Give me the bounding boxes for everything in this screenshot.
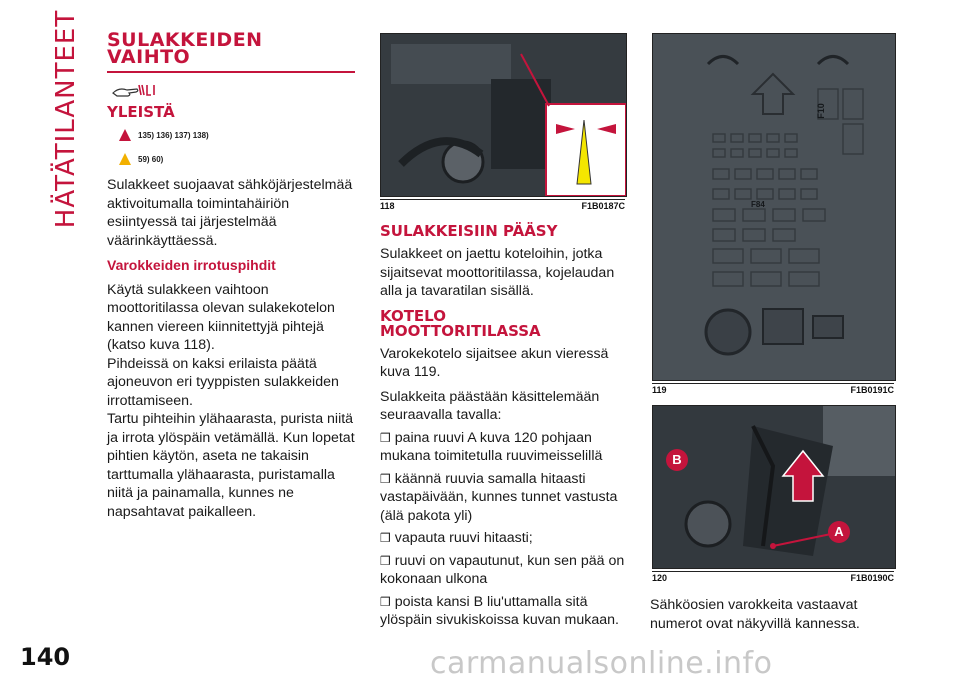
fusebox-cover-illustration <box>653 34 895 380</box>
figure-119-number: 119 <box>652 385 667 395</box>
figure-118-caption <box>380 201 625 211</box>
caution-warning-refs: 59) 60) <box>138 154 164 164</box>
figure-120-image <box>652 405 896 569</box>
list-item <box>380 470 630 526</box>
section-heading <box>107 29 357 68</box>
danger-warning-refs: 135) 136) 137) 138) <box>138 130 209 140</box>
steps-intro: Sulakkeita päästään käsittelemään seuraavalla tavalla: <box>380 388 600 423</box>
warning-danger-row <box>107 126 357 144</box>
fuse-number-note: Sähköosien varokkeita vastaavat numerot ovat näkyvillä kannessa. <box>650 597 860 632</box>
checkbox-bullet-icon: ❒ <box>380 471 391 486</box>
step-text: paina ruuvi A kuva 120 pohjaan mukana toimitetulla ruuvimeisselillä <box>380 429 603 464</box>
side-section-label <box>48 9 84 229</box>
engine-box-heading-line1: KOTELO <box>380 306 446 325</box>
fusebox-removal-illustration <box>653 406 895 568</box>
watermark-text: carmanualsonline.info <box>430 646 773 681</box>
checkbox-bullet-icon: ❒ <box>380 553 391 568</box>
danger-warning-icon <box>119 129 131 141</box>
tool-paragraph-2: Pihdeissä on kaksi erilaista päätä ajoneuvon eri tyyppisten sulakkeiden irrottamiseen. <box>107 355 339 409</box>
step-text: käännä ruuvia samalla hitaasti vastapäivään, kunnes tunnet vastusta (älä pakota yli) <box>380 470 618 524</box>
figure-118-number: 118 <box>380 201 395 211</box>
figure-118-image <box>380 33 627 197</box>
list-item <box>380 593 630 630</box>
engine-box-heading <box>380 306 630 340</box>
access-heading: SULAKKEISIIN PÄÄSY <box>380 222 558 240</box>
step-text: ruuvi on vapautunut, kun sen pää on kokonaan ulkona <box>380 552 625 587</box>
engine-box-heading-line2: MOOTTORITILASSA <box>380 321 541 340</box>
figure-120-rule <box>652 571 894 572</box>
list-item <box>380 552 630 589</box>
heading-rule <box>107 71 355 73</box>
figure-120-code: F1B0190C <box>850 573 894 583</box>
steps-list <box>380 429 630 630</box>
figure-119-rule <box>652 383 894 384</box>
fuse-label-f10: F10 <box>815 103 826 119</box>
intro-paragraph: Sulakkeet suojaavat sähköjärjestelmää aktivoitumalla toimintahäiriön esiintyessä tai järjestelmää väärinkäyttäessä. <box>107 177 353 249</box>
warning-caution-row <box>107 150 357 168</box>
tool-heading: Varokkeiden irrotuspihdit <box>107 257 276 273</box>
checkbox-bullet-icon: ❒ <box>380 594 391 609</box>
column-1 <box>107 24 357 521</box>
engine-bay-illustration <box>381 34 626 196</box>
figure-120-number: 120 <box>652 573 668 583</box>
fuse-label-f84: F84 <box>751 200 765 209</box>
caution-warning-icon <box>119 153 131 165</box>
figure-120-caption <box>652 573 894 583</box>
step-text: poista kansi B liu'uttamalla sitä ylöspäin sivukiskoissa kuvan mukaan. <box>380 593 619 628</box>
general-subheading: YLEISTÄ <box>107 103 175 121</box>
hand-pointer-icon <box>111 81 357 99</box>
checkbox-bullet-icon: ❒ <box>380 430 391 445</box>
step-text: vapauta ruuvi hitaasti; <box>394 530 533 546</box>
engine-box-paragraph: Varokekotelo sijaitsee akun vieressä kuva 119. <box>380 345 609 380</box>
figure-119-code: F1B0191C <box>850 385 894 395</box>
access-paragraph: Sulakkeet on jaettu koteloihin, jotka sijaitsevat moottoritilassa, kojelaudan alla ja tavaratilan sisällä. <box>380 246 615 299</box>
side-section-label-text: HÄTÄTILANTEET <box>51 9 81 229</box>
checkbox-bullet-icon: ❒ <box>380 531 391 545</box>
figure-118-code: F1B0187C <box>581 201 625 211</box>
tool-paragraph-3: Tartu pihteihin ylähaarasta, purista niitä ja irrota ylöspäin vetämällä. Kun lopetat pihtien käytön, aseta ne takaisin tarttumalla ylähaarasta, puristamalla niitä ja painamalla, kunnes ne napsahtavat paikalleen. <box>107 411 355 520</box>
tool-paragraph-1: Käytä sulakkeen vaihtoon moottoritilassa olevan sulakekotelon kannen viereen kiinnitettyjä pihtejä (katso kuva 118). <box>107 281 335 353</box>
callout-a-label: A <box>834 524 844 539</box>
figure-118-rule <box>380 199 625 200</box>
figure-119-image <box>652 33 896 381</box>
section-heading-line2: VAIHTO <box>107 46 191 68</box>
figure-119-caption <box>652 385 894 395</box>
page-number: 140 <box>20 643 71 671</box>
column-2 <box>380 224 630 630</box>
list-item <box>380 529 630 548</box>
section-heading-line1: SULAKKEIDEN <box>107 29 263 51</box>
callout-b-label: B <box>672 452 682 467</box>
list-item <box>380 429 630 466</box>
